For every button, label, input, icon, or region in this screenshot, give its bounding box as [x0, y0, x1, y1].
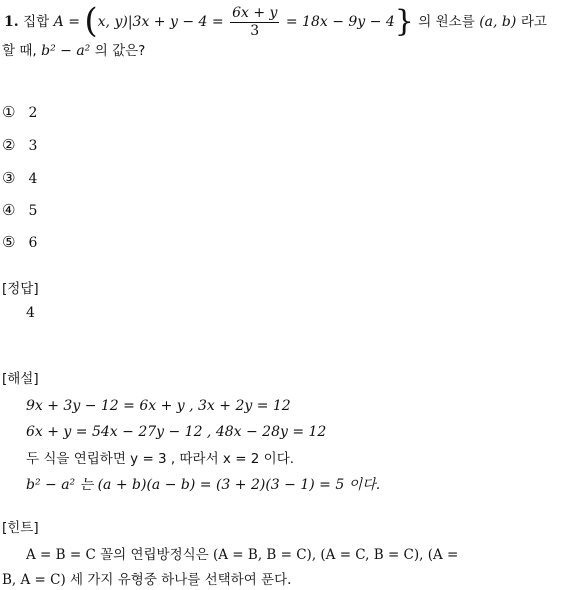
choice-1[interactable] — [2, 102, 37, 123]
solution-line-1: 9x + 3y − 12 = 6x + y , 3x + 2y = 12 — [26, 398, 291, 414]
solution-line-3: 두 식을 연립하면 y = 3 , 따라서 x = 2 이다. — [26, 451, 295, 467]
answer-value: 4 — [26, 305, 35, 321]
set-name: A — [53, 14, 64, 30]
solution-line-4: b² − a² 는 (a + b)(a − b) = (3 + 2)(3 − 1) = 5 이다. — [26, 477, 381, 493]
choice-3[interactable] — [2, 168, 37, 189]
fraction-denominator: 3 — [250, 22, 260, 39]
answer-heading: [정답] — [2, 281, 39, 297]
fraction-numerator: 6x + y — [232, 4, 278, 21]
question-line2-pre: 할 때, — [2, 43, 37, 59]
set-lhs: x, y)|3x + y − 4 = — [97, 14, 224, 30]
open-paren: ( — [84, 1, 98, 41]
equals-sign: = — [68, 14, 80, 30]
choice-5[interactable] — [2, 232, 37, 253]
hint-heading: [힌트] — [2, 520, 39, 536]
choice-mark: ④ — [2, 201, 16, 219]
question-expr: b² − a² — [41, 43, 91, 59]
choice-mark: ① — [2, 103, 16, 121]
choice-2[interactable] — [2, 135, 37, 156]
question-line-2 — [2, 40, 145, 62]
question-lead: 집합 — [23, 14, 50, 30]
fraction — [230, 5, 279, 40]
question-line-1 — [4, 2, 547, 42]
question-number: 1. — [4, 14, 19, 30]
choice-value: 4 — [28, 171, 38, 187]
set-rhs: = 18x − 9y − 4 — [285, 14, 395, 30]
question-text-after: 의 원소를 — [418, 14, 475, 30]
choice-value: 6 — [28, 235, 38, 251]
choice-mark: ② — [2, 136, 16, 154]
hint-line-1: A = B = C 꼴의 연립방정식은 (A = B, B = C), (A = C, B = C), (A = — [26, 547, 459, 563]
choice-4[interactable] — [2, 200, 37, 221]
question-line2-post: 의 값은? — [94, 43, 146, 59]
choice-value: 5 — [28, 203, 38, 219]
solution-heading: [해설] — [2, 371, 39, 387]
pair: (a, b) — [479, 14, 517, 30]
choice-value: 2 — [28, 105, 38, 121]
solution-line-2: 6x + y = 54x − 27y − 12 , 48x − 28y = 12 — [26, 424, 327, 440]
close-brace: } — [394, 4, 414, 39]
choice-mark: ⑤ — [2, 233, 16, 251]
question-text-end: 라고 — [520, 14, 547, 30]
choice-value: 3 — [28, 138, 38, 154]
hint-line-2: B, A = C) 세 가지 유형중 하나를 선택하여 푼다. — [2, 572, 292, 588]
choice-mark: ③ — [2, 169, 16, 187]
